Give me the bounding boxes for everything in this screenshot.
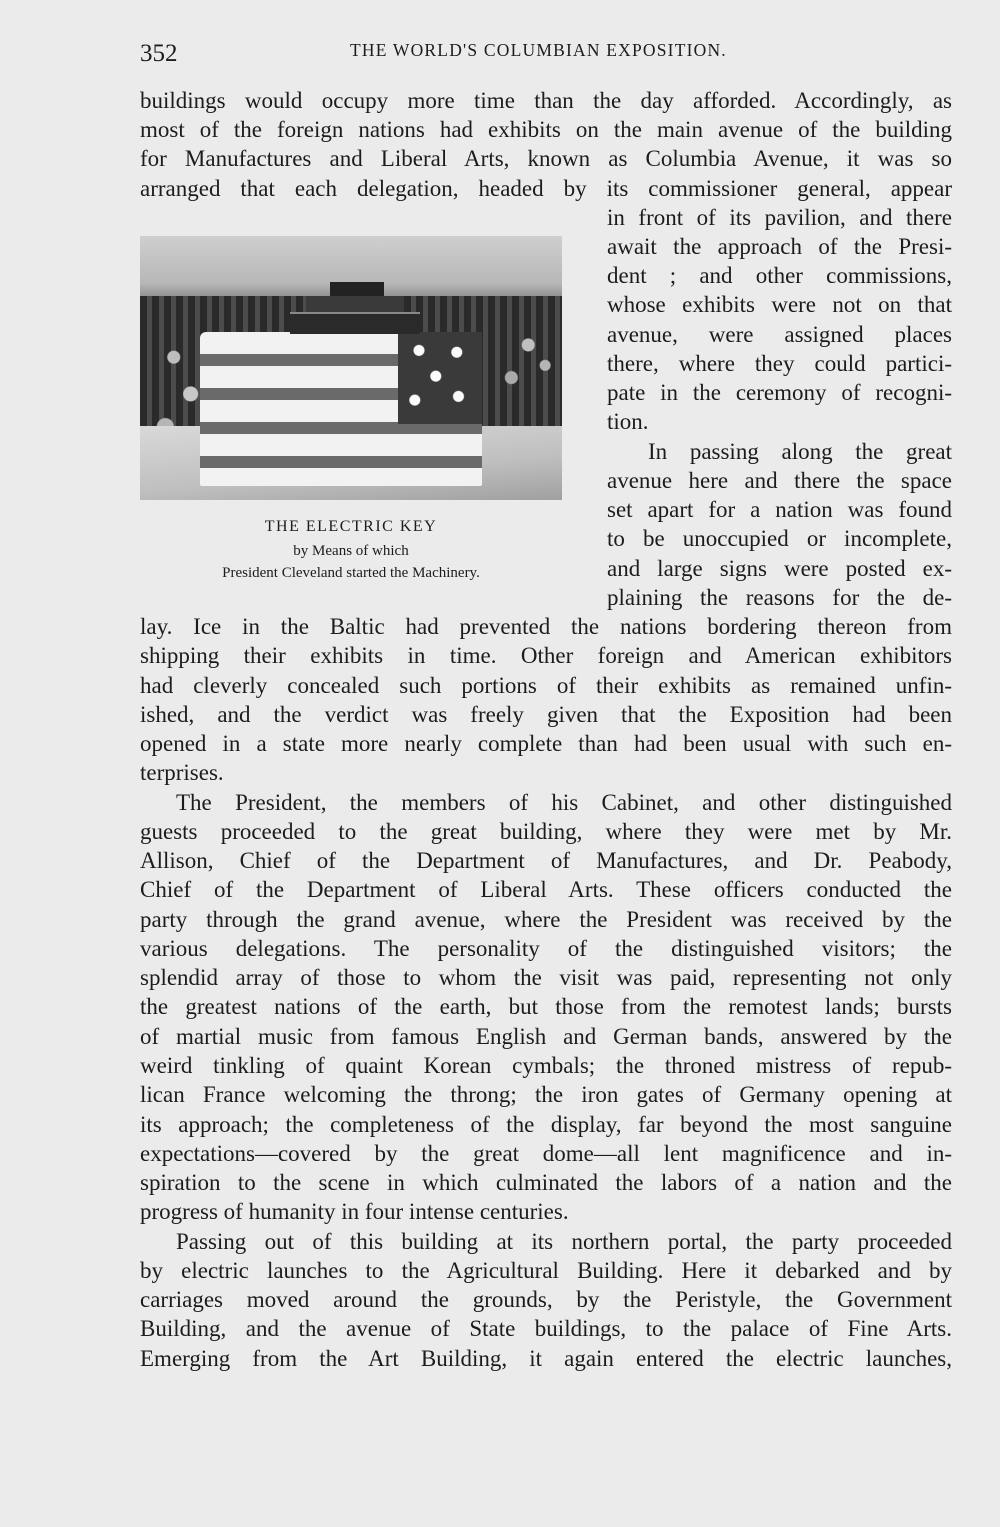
text-line: await the approach of the Presi- — [607, 234, 952, 259]
text-line: to be unoccupied or incomplete, — [607, 526, 952, 551]
flag-stars — [398, 332, 482, 424]
text-line: and large signs were posted ex- — [607, 556, 952, 581]
running-head: THE WORLD'S COLUMBIAN EXPOSITION. — [350, 40, 727, 60]
text-line: spiration to the scene in which culminated the labors of a nation and the — [140, 1170, 952, 1195]
text-line: had cleverly concealed such portions of their exhibits as remained unfin- — [140, 673, 952, 698]
text-line: progress of humanity in four intense centuries. — [140, 1199, 569, 1224]
text-line: opened in a state more nearly complete than had been usual with such en- — [140, 731, 952, 756]
key-case-tier — [306, 296, 404, 312]
text-line: carriages moved around the grounds, by the Peristyle, the Government — [140, 1287, 952, 1312]
text-line: avenue here and there the space — [607, 468, 952, 493]
text-line: the greatest nations of the earth, but those from the remotest lands; bursts — [140, 994, 952, 1019]
text-line: dent ; and other commissions, — [607, 263, 952, 288]
text-line: by electric launches to the Agricultural Building. Here it debarked and by — [140, 1258, 952, 1283]
text-line: Allison, Chief of the Department of Manufactures, and Dr. Peabody, — [140, 848, 952, 873]
text-line: party through the grand avenue, where the President was received by the — [140, 907, 952, 932]
electric-key-photograph — [140, 236, 562, 500]
text-line: shipping their exhibits in time. Other foreign and American exhibitors — [140, 643, 952, 668]
text-line: The President, the members of his Cabinet, and other distinguished — [176, 790, 952, 815]
text-line: expectations—covered by the great dome—all lent magnificence and in- — [140, 1141, 952, 1166]
figure-caption-title: THE ELECTRIC KEY — [264, 518, 438, 535]
text-line: lay. Ice in the Baltic had prevented the nations bordering thereon from — [140, 614, 952, 639]
text-line: there, where they could partici- — [607, 351, 952, 376]
text-line: set apart for a nation was found — [607, 497, 952, 522]
text-line: terprises. — [140, 760, 224, 785]
text-line: in front of its pavilion, and there — [607, 205, 952, 230]
key-case-top — [330, 282, 384, 296]
text-line: In passing along the great — [648, 439, 952, 464]
text-line: tion. — [607, 409, 649, 434]
text-line: pate in the ceremony of recogni- — [607, 380, 952, 405]
text-line: for Manufactures and Liberal Arts, known as Columbia Avenue, it was so — [140, 146, 952, 171]
text-line: Building, and the avenue of State buildings, to the palace of Fine Arts. — [140, 1316, 952, 1341]
text-line: lican France welcoming the throng; the iron gates of Germany opening at — [140, 1082, 952, 1107]
text-line: Chief of the Department of Liberal Arts. These officers conducted the — [140, 877, 952, 902]
text-line: guests proceeded to the great building, where they were met by Mr. — [140, 819, 952, 844]
figure-caption-line: President Cleveland started the Machinery. — [222, 565, 480, 581]
text-line: Emerging from the Art Building, it again entered the electric launches, — [140, 1346, 952, 1371]
text-line: most of the foreign nations had exhibits on the main avenue of the building — [140, 117, 952, 142]
text-line: its approach; the completeness of the display, far beyond the most sanguine — [140, 1112, 952, 1137]
text-line: of martial music from famous English and German bands, answered by the — [140, 1024, 952, 1049]
figure-caption-line: by Means of which — [293, 543, 409, 559]
text-line: weird tinkling of quaint Korean cymbals; the throned mistress of repub- — [140, 1053, 952, 1078]
text-line: splendid array of those to whom the visit was paid, representing not only — [140, 965, 952, 990]
text-line: plaining the reasons for the de- — [607, 585, 952, 610]
page-number: 352 — [140, 40, 178, 67]
text-line: Passing out of this building at its northern portal, the party proceeded — [176, 1229, 952, 1254]
text-line: buildings would occupy more time than the day afforded. Accordingly, as — [140, 88, 952, 113]
text-line: ished, and the verdict was freely given that the Exposition had been — [140, 702, 952, 727]
text-line: various delegations. The personality of the distinguished visitors; the — [140, 936, 952, 961]
text-line: arranged that each delegation, headed by its commissioner general, appear — [140, 176, 952, 201]
text-line: avenue, were assigned places — [607, 322, 952, 347]
text-line: whose exhibits were not on that — [607, 292, 952, 317]
key-case — [290, 312, 420, 334]
